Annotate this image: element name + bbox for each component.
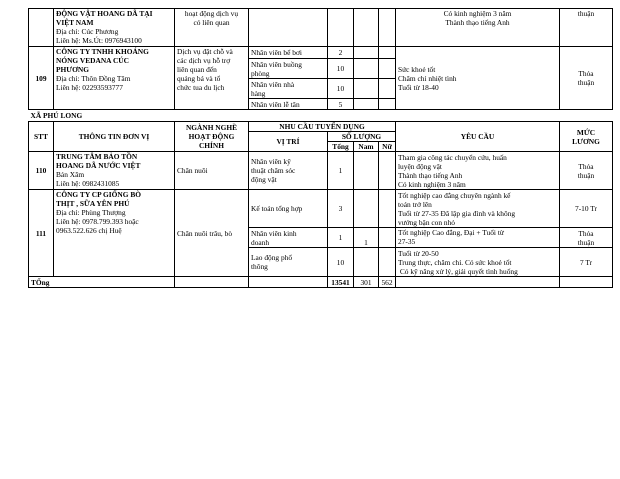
unit-address: Địa chỉ: Phùng Thượng xyxy=(56,208,126,217)
unit-name-line: CÔNG TY TNHH KHOÁNG xyxy=(56,47,149,56)
header-activity-line: NGÀNH NGHỀ xyxy=(185,123,238,132)
unit-name-line: ĐỘNG VẬT HOANG DÃ TẠI xyxy=(56,9,153,18)
header-female: Nữ xyxy=(379,142,396,152)
total-label: TỔng xyxy=(29,277,175,288)
requirement-line: Tốt nghiệp Cao đẳng, Đại + Tuổi từ xyxy=(398,228,504,237)
salary-line: Thỏa xyxy=(578,69,594,78)
unit-info-cell xyxy=(54,190,175,277)
position-cell xyxy=(249,190,328,228)
unit-info-cell xyxy=(54,9,175,47)
male-cell xyxy=(354,99,379,110)
activity-cell: Chăn nuôi trâu, bò xyxy=(175,190,249,277)
unit-name-line: TRUNG TÂM BẢO TỒN xyxy=(56,152,138,161)
requirement-line: Chăm chỉ nhiệt tình xyxy=(398,73,457,83)
position-text: Nhân viên kinh xyxy=(251,228,297,238)
salary-cell: 7-10 Tr xyxy=(560,190,613,228)
total-empty-cell xyxy=(560,277,613,288)
unit-contact: 0963.522.626 chị Huệ xyxy=(56,226,122,235)
activity-cell: Chăn nuôi xyxy=(175,152,249,190)
section-title: XÃ PHÚ LONG xyxy=(30,111,83,120)
position-cell xyxy=(249,99,328,110)
activity-cell xyxy=(175,47,249,110)
salary-cell: 7 Tr xyxy=(560,248,613,277)
unit-name-line: HOANG DÃ NƯỚC VIỆT xyxy=(56,161,141,170)
unit-address: Địa chỉ: Cúc Phương xyxy=(56,27,119,36)
requirement-line: Thành thạo tiếng Anh xyxy=(445,18,510,27)
grand-total-female: 562 xyxy=(379,277,396,288)
salary-line: Thỏa xyxy=(578,228,594,238)
requirements-cell xyxy=(396,190,560,228)
female-cell xyxy=(379,79,396,99)
position-text: thông xyxy=(251,262,268,271)
unit-info-cell xyxy=(54,47,175,110)
unit-contact: Liên hệ: 0978.799.393 hoặc xyxy=(56,217,139,226)
position-cell xyxy=(249,248,328,277)
activity-line: Dịch vụ đặt chỗ và xyxy=(177,47,233,56)
total-cell: 10 xyxy=(328,248,354,277)
total-empty-cell xyxy=(396,277,560,288)
header-row xyxy=(29,122,613,132)
position-text: Nhân viên kỹ xyxy=(251,157,291,166)
unit-contact: Liên hệ: Ms.Út: 0976943100 xyxy=(56,36,142,45)
requirement-line: 27-35 xyxy=(398,237,416,246)
requirement-line: toán trở lên xyxy=(398,199,432,209)
requirement-line: Có kinh nghiệm 3 năm xyxy=(443,9,512,18)
total-row xyxy=(29,277,613,288)
requirements-cell xyxy=(396,248,560,277)
salary-line: thuận xyxy=(577,170,595,180)
unit-name-line: THỊT , SỮA YÊN PHÚ xyxy=(56,199,130,208)
activity-line: liên quan đến xyxy=(177,65,217,74)
male-cell xyxy=(354,190,379,228)
activity-cell xyxy=(175,9,249,47)
female-cell xyxy=(379,59,396,79)
activity-line: hoạt động dịch vụ xyxy=(184,9,239,18)
requirement-line: Thành thạo tiếng Anh xyxy=(398,170,463,180)
requirement-line: Tuổi từ 27-35 Đã lập gia đình và không xyxy=(398,208,516,218)
position-text: Lao động phổ xyxy=(251,253,293,262)
header-stt: STT xyxy=(29,122,54,152)
requirements-cell xyxy=(396,152,560,190)
stt-cell: 109 xyxy=(29,47,54,110)
grand-total-male: 301 xyxy=(354,277,379,288)
position-text: hàng xyxy=(251,88,266,98)
salary-cell xyxy=(560,228,613,248)
requirement-line: Trung thực, chăm chỉ. Có sức khoẻ tốt xyxy=(398,257,512,267)
male-cell xyxy=(354,152,379,190)
male-cell xyxy=(354,248,379,277)
salary-cell xyxy=(560,9,613,47)
total-cell xyxy=(328,9,354,47)
header-salary xyxy=(560,122,613,152)
activity-line: chức tua du lịch xyxy=(177,83,225,92)
unit-contact: Liên hệ: 0982431085 xyxy=(56,179,120,188)
unit-name-line: PHƯƠNG xyxy=(56,65,89,74)
male-cell xyxy=(354,9,379,47)
requirement-line: Tuổi từ 18-40 xyxy=(398,82,439,92)
total-cell: 5 xyxy=(328,99,354,110)
header-position: VỊ TRÍ xyxy=(249,132,328,152)
female-cell xyxy=(379,248,396,277)
requirement-line: Tuổi từ 20-50 xyxy=(398,248,439,258)
total-cell: 10 xyxy=(328,79,354,99)
salary-cell xyxy=(560,152,613,190)
requirements-cell xyxy=(396,47,560,110)
requirement-line: Tốt nghiệp cao đẳng chuyên ngành kế xyxy=(398,190,511,200)
header-total: Tổng xyxy=(328,142,354,152)
position-text: Kế toán tổng hợp xyxy=(251,204,303,213)
position-cell xyxy=(249,9,328,47)
unit-name-line: VIỆT NAM xyxy=(56,18,94,27)
female-cell xyxy=(379,190,396,228)
header-unit: THÔNG TIN ĐƠN VỊ xyxy=(54,122,175,152)
header-salary-line: MỨC xyxy=(576,127,596,137)
position-cell xyxy=(249,59,328,79)
unit-address: Bản Xăm xyxy=(56,170,85,179)
position-cell xyxy=(249,228,328,248)
unit-contact: Liên hệ: 02293593777 xyxy=(56,83,123,92)
requirement-line: vướng bận con nhỏ xyxy=(398,217,455,227)
unit-name-line: NÓNG VEDANA CÚC xyxy=(56,56,129,65)
position-text: doanh xyxy=(251,237,270,247)
position-text: Nhân viên lễ tân xyxy=(251,99,300,109)
position-cell xyxy=(249,79,328,99)
requirement-line: Tham gia công tác chuyển cứu, huấn xyxy=(398,152,507,162)
unit-address: Địa chỉ: Thôn Đồng Tâm xyxy=(56,74,131,83)
grand-total: 13541 xyxy=(328,277,354,288)
position-text: động vật xyxy=(251,175,277,184)
male-cell xyxy=(354,59,379,79)
position-text: thuật chăm sóc xyxy=(251,166,296,175)
recruitment-table xyxy=(28,8,613,288)
salary-text: thuận xyxy=(577,9,595,18)
total-cell: 2 xyxy=(328,47,354,59)
requirements-cell xyxy=(396,9,560,47)
salary-line: thuận xyxy=(577,78,595,87)
female-cell xyxy=(379,228,396,248)
position-text: Nhân viên buồng xyxy=(251,59,302,69)
requirement-line: Sức khoẻ tốt xyxy=(398,64,436,74)
male-cell: 1 xyxy=(354,228,379,248)
header-demand: NHU CẦU TUYỂN DỤNG xyxy=(249,122,396,132)
requirement-line: Có kỹ năng xử lý, giải quyết tình huống xyxy=(398,266,518,276)
header-activity xyxy=(175,122,249,152)
activity-line: các dịch vụ hỗ trợ xyxy=(177,56,231,65)
salary-cell xyxy=(560,47,613,110)
position-cell xyxy=(249,47,328,59)
female-cell xyxy=(379,152,396,190)
female-cell xyxy=(379,99,396,110)
salary-line: Thỏa xyxy=(578,161,594,171)
header-salary-line: LƯƠNG xyxy=(572,136,600,146)
total-empty-cell xyxy=(175,277,249,288)
activity-line: có liên quan xyxy=(193,18,230,27)
header-quantity: SỐ LƯỢNG xyxy=(328,132,396,142)
male-cell xyxy=(354,79,379,99)
total-cell: 1 xyxy=(328,228,354,248)
female-cell xyxy=(379,9,396,47)
stt-cell: 110 xyxy=(29,152,54,190)
stt-cell: 111 xyxy=(29,190,54,277)
total-cell: 10 xyxy=(328,59,354,79)
header-activity-line: HOẠT ĐỘNG xyxy=(188,132,235,141)
total-empty-cell xyxy=(249,277,328,288)
unit-name-line: CÔNG TY CP GIỐNG BÒ xyxy=(56,190,142,199)
total-cell: 3 xyxy=(328,190,354,228)
position-text: Nhân viên nhà xyxy=(251,79,295,89)
table-row-110 xyxy=(29,152,613,190)
table-row-109 xyxy=(29,47,613,59)
table-row-111 xyxy=(29,190,613,228)
recruitment-document xyxy=(28,8,612,288)
total-cell: 1 xyxy=(328,152,354,190)
position-text: phòng xyxy=(251,68,270,78)
requirement-line: luyện động vật xyxy=(398,161,442,171)
position-cell xyxy=(249,152,328,190)
male-cell xyxy=(354,47,379,59)
table-row-top-partial xyxy=(29,9,613,47)
position-text: Nhân viên bể bơi xyxy=(251,48,302,57)
female-cell xyxy=(379,47,396,59)
unit-info-cell xyxy=(54,152,175,190)
header-activity-line: CHÍNH xyxy=(198,141,225,150)
header-requirements: YÊU CẦU xyxy=(396,122,560,152)
requirement-line: Có kinh nghiệm 3 năm xyxy=(398,179,466,189)
section-title-row xyxy=(29,110,613,122)
stt-cell xyxy=(29,9,54,47)
activity-line: quảng bá và tổ xyxy=(177,74,221,83)
requirements-cell xyxy=(396,228,560,248)
salary-line: thuận xyxy=(577,237,595,247)
header-male: Nam xyxy=(354,142,379,152)
